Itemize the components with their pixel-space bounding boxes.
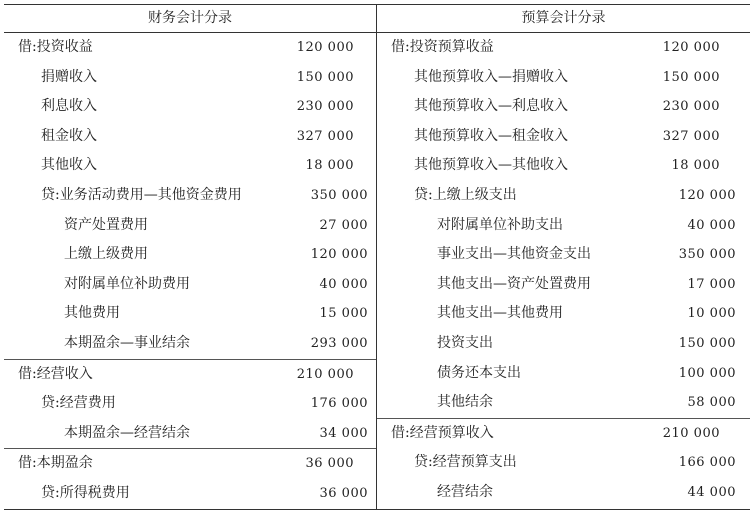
entry-account: 上缴上级费用	[64, 246, 148, 263]
budget-header: 预算会计分录	[521, 10, 606, 26]
financial-entries-column	[4, 33, 376, 509]
entry-amount: 150 000	[678, 335, 736, 351]
entry-amount: 120 000	[678, 187, 736, 203]
table-header	[4, 5, 750, 33]
entry-amount: 40 000	[319, 276, 368, 292]
budget-entry-row	[377, 448, 750, 478]
entry-account: 对附属单位补助支出	[437, 216, 563, 233]
entry-account: 事业支出—其他资金支出	[437, 246, 591, 263]
entry-account: 借:本期盈余	[18, 455, 93, 472]
budget-entry-row	[377, 122, 750, 152]
budget-entry-row	[377, 240, 750, 270]
budget-entry-row	[377, 92, 750, 122]
entry-amount: 10 000	[687, 306, 736, 322]
entry-amount: 120 000	[662, 40, 720, 55]
entry-amount: 293 000	[310, 335, 368, 351]
entry-amount: 210 000	[296, 366, 354, 382]
entry-amount: 230 000	[662, 99, 720, 115]
entry-amount: 350 000	[678, 247, 736, 263]
budget-entry-row	[377, 478, 750, 508]
financial-header: 财务会计分录	[148, 10, 232, 26]
entry-account: 其他费用	[64, 305, 120, 322]
entry-account: 贷:所得税费用	[41, 484, 130, 501]
entry-account: 借:经营预算收入	[391, 424, 494, 441]
entry-account: 捐赠收入	[41, 68, 97, 85]
entry-account: 利息收入	[41, 98, 97, 115]
entry-account: 经营结余	[437, 483, 493, 500]
entry-account: 租金收入	[41, 127, 97, 144]
entry-account: 对附属单位补助费用	[64, 275, 190, 292]
financial-entry-row	[4, 151, 376, 181]
financial-entry-row	[4, 92, 376, 122]
entry-account: 资产处置费用	[64, 216, 148, 233]
financial-entry-row	[4, 240, 376, 270]
budget-entry-row	[377, 388, 750, 418]
budget-entry-row	[377, 270, 750, 300]
entry-account: 其他预算收入—其他收入	[414, 157, 568, 174]
budget-entry-row	[377, 33, 750, 63]
budget-entry-row	[377, 63, 750, 93]
financial-entry-row	[4, 211, 376, 241]
budget-entry-row	[377, 329, 750, 359]
financial-entry-row	[4, 299, 376, 329]
entry-account: 其他结余	[437, 394, 493, 411]
entry-account: 其他支出—其他费用	[437, 305, 563, 322]
financial-entry-row	[4, 359, 376, 390]
entry-amount: 58 000	[687, 395, 736, 411]
entry-account: 贷:经营费用	[41, 395, 116, 412]
financial-entry-row	[4, 389, 376, 419]
entry-account: 借:经营收入	[18, 365, 93, 382]
entry-account: 债务还本支出	[437, 364, 521, 381]
budget-entry-row	[377, 299, 750, 329]
entry-amount: 36 000	[305, 456, 354, 472]
budget-entry-row	[377, 359, 750, 389]
financial-entry-row	[4, 181, 376, 211]
financial-entry-row	[4, 329, 376, 359]
entry-amount: 120 000	[310, 247, 368, 263]
entry-amount: 176 000	[310, 396, 368, 412]
entry-amount: 350 000	[310, 187, 368, 203]
financial-entry-row	[4, 479, 376, 509]
entry-amount: 120 000	[296, 40, 354, 55]
financial-entry-row	[4, 448, 376, 479]
entry-amount: 18 000	[305, 158, 354, 174]
financial-entry-row	[4, 33, 376, 63]
entry-account: 贷:上缴上级支出	[414, 186, 517, 203]
journal-entries-table	[4, 4, 750, 510]
budget-entry-row	[377, 418, 750, 449]
entry-amount: 166 000	[678, 455, 736, 471]
entry-account: 其他预算收入—捐赠收入	[414, 68, 568, 85]
financial-entry-row	[4, 122, 376, 152]
entry-amount: 230 000	[296, 99, 354, 115]
entry-account: 贷:业务活动费用—其他资金费用	[41, 186, 242, 203]
entry-account: 借:投资收益	[18, 39, 93, 55]
entry-account: 其他支出—资产处置费用	[437, 275, 591, 292]
entry-amount: 150 000	[296, 69, 354, 85]
entry-amount: 40 000	[687, 217, 736, 233]
entry-amount: 18 000	[671, 158, 720, 174]
entry-amount: 44 000	[687, 484, 736, 500]
budget-entry-row	[377, 151, 750, 181]
entry-amount: 34 000	[319, 425, 368, 441]
entry-amount: 17 000	[687, 276, 736, 292]
financial-entry-row	[4, 63, 376, 93]
entry-account: 其他预算收入—租金收入	[414, 127, 568, 144]
entry-amount: 210 000	[662, 425, 720, 441]
budget-entry-row	[377, 181, 750, 211]
entry-account: 本期盈余—事业结余	[64, 334, 190, 351]
entry-account: 投资支出	[437, 334, 493, 351]
entry-amount: 327 000	[662, 128, 720, 144]
entry-account: 借:投资预算收益	[391, 39, 494, 55]
entry-amount: 327 000	[296, 128, 354, 144]
entry-amount: 36 000	[319, 485, 368, 501]
entry-account: 其他预算收入—利息收入	[414, 98, 568, 115]
entry-account: 本期盈余—经营结余	[64, 424, 190, 441]
financial-entry-row	[4, 270, 376, 300]
entry-account: 其他收入	[41, 157, 97, 174]
entry-amount: 27 000	[319, 217, 368, 233]
entry-amount: 100 000	[678, 365, 736, 381]
budget-entry-row	[377, 211, 750, 241]
entry-amount: 15 000	[319, 306, 368, 322]
entry-account: 贷:经营预算支出	[414, 454, 517, 471]
entry-amount: 150 000	[662, 69, 720, 85]
financial-entry-row	[4, 419, 376, 449]
budget-entries-column	[377, 33, 750, 508]
